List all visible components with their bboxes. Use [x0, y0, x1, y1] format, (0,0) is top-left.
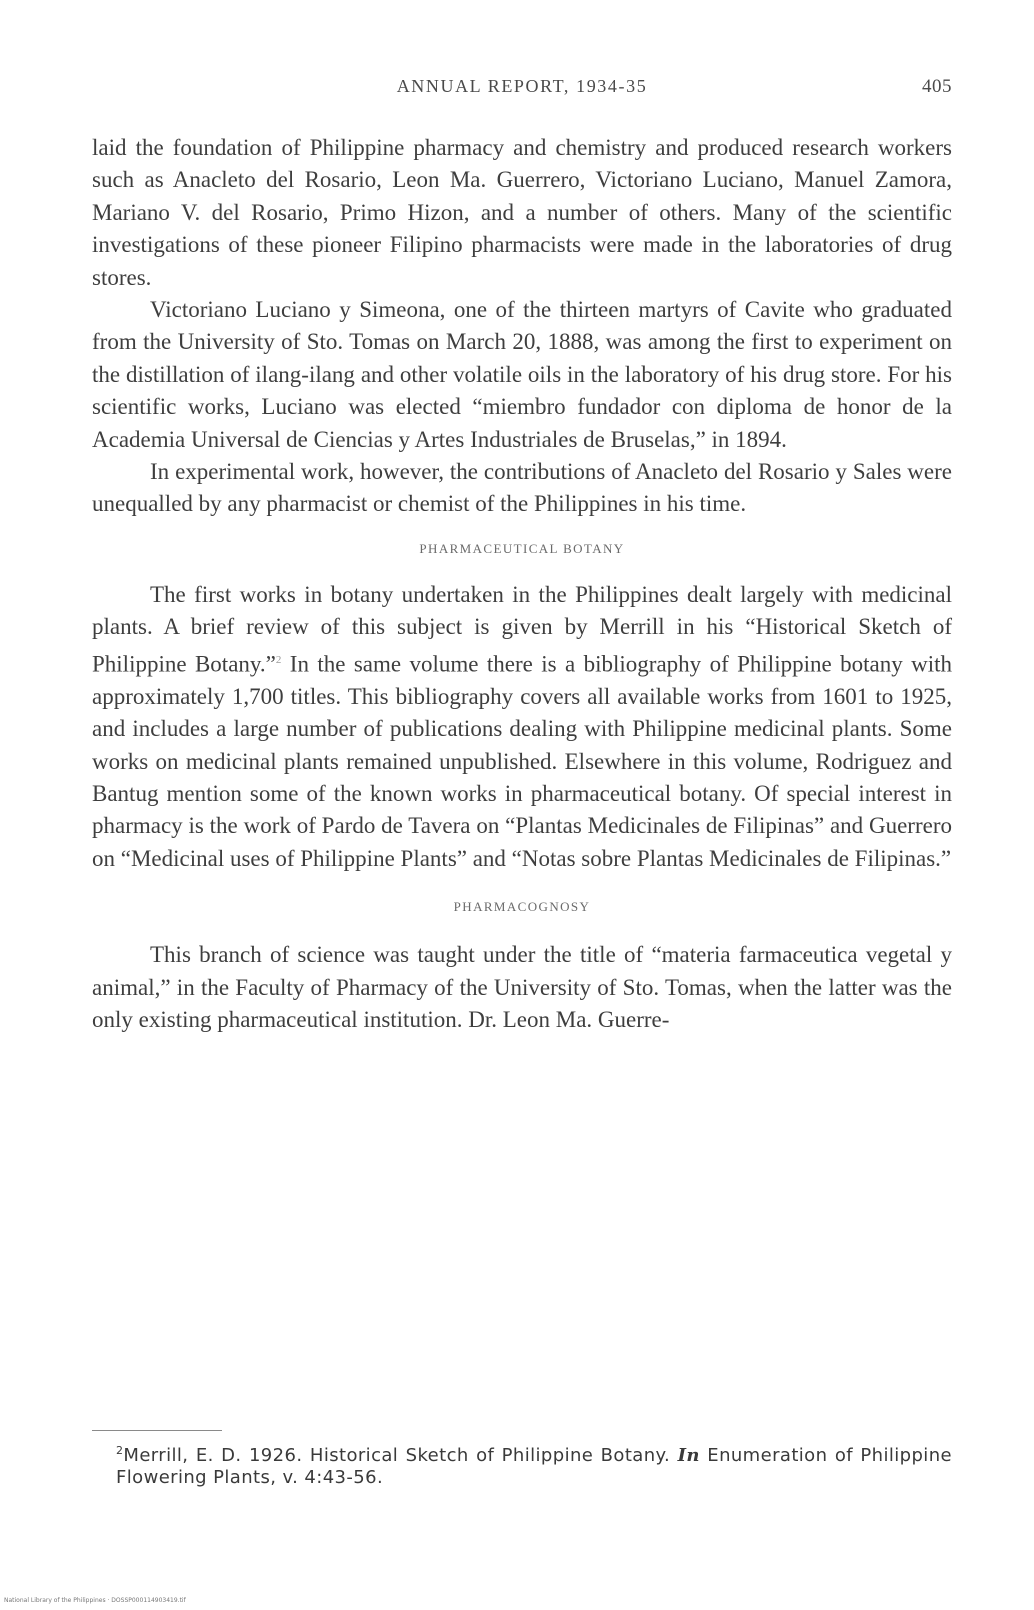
paragraph-botany [92, 579, 952, 875]
body-text [92, 132, 952, 1036]
running-title: ANNUAL REPORT, 1934-35 [396, 76, 648, 96]
footnote [92, 1440, 952, 1489]
footnote-source: Enumeration of Philippine Flowering Plants, v. 4:43-56. [116, 1445, 952, 1488]
running-head [92, 76, 952, 102]
footnote-mark: 2 [116, 1444, 124, 1457]
section-heading-pharmaceutical-botany: PHARMACEUTICAL BOTANY [419, 540, 625, 556]
page-number: 405 [922, 76, 952, 97]
footnote-reference-mark: 2 [275, 653, 282, 666]
paragraph-continuation: laid the foundation of Philippine pharmacy and chemistry and produced research workers such as Anacleto del Rosario, Leon Ma. Guerrero, Victoriano Luciano, Manuel Zamora, Mariano V. del Rosario, Primo Hizon, and a number of others. Many of the scientific investigations of these pioneer Filipino pharmacists were made in the laboratories of drug stores. [92, 135, 952, 290]
footnote-divider [92, 1430, 222, 1431]
scan-credit: National Library of the Philippines · DOSSP000114903419.tif [4, 1597, 186, 1604]
footnote-italic-in: In [677, 1445, 700, 1466]
botany-text-part2: In the same volume there is a bibliography of Philippine botany with approximately 1,700 titles. This bibliography covers all available works from 1601 to 1925, and includes a large number of publications dealing with Philippine medicinal plants. Some works on medicinal plants remained unpublished. Elsewhere in this volume, Rodriguez and Bantug mention some of the known works in pharmaceutical botany. Of special interest in pharmacy is the work of Pardo de Tavera on “Plantas Medicinales de Filipinas” and Guerrero on “Medicinal uses of Philippine Plants” and “Notas sobre Plantas Medicinales de Filipinas.” [92, 651, 952, 871]
footnote-text [92, 1440, 952, 1489]
footnote-citation: Merrill, E. D. 1926. Historical Sketch of Philippine Botany. [123, 1445, 671, 1466]
botany-text-part1: The first works in botany undertaken in the Philippines dealt largely with medicinal plants. A brief review of this subject is given by Merrill in his “Historical Sketch of Philippine Botany.” [92, 581, 952, 677]
paragraph-pharmacognosy: This branch of science was taught under the title of “materia farmaceutica vegetal y animal,” in the Faculty of Pharmacy of the University of Sto. Tomas, when the latter was the only existing pharmaceutical institution. Dr. Leon Ma. Guerre- [92, 942, 952, 1032]
paragraph-del-rosario: In experimental work, however, the contributions of Anacleto del Rosario y Sales were unequalled by any pharmacist or chemist of the Philippines in his time. [92, 459, 952, 517]
section-heading-pharmacognosy: PHARMACOGNOSY [453, 899, 591, 915]
paragraph-luciano: Victoriano Luciano y Simeona, one of the thirteen martyrs of Cavite who graduated from the University of Sto. Tomas on March 20, 1888, was among the first to experiment on the distillation of ilang-ilang and other volatile oils in the laboratory of his drug store. For his scientific works, Luciano was elected “miembro fundador con diploma de honor de la Academia Universal de Ciencias y Artes Industriales de Bruselas,” in 1894. [92, 297, 952, 452]
